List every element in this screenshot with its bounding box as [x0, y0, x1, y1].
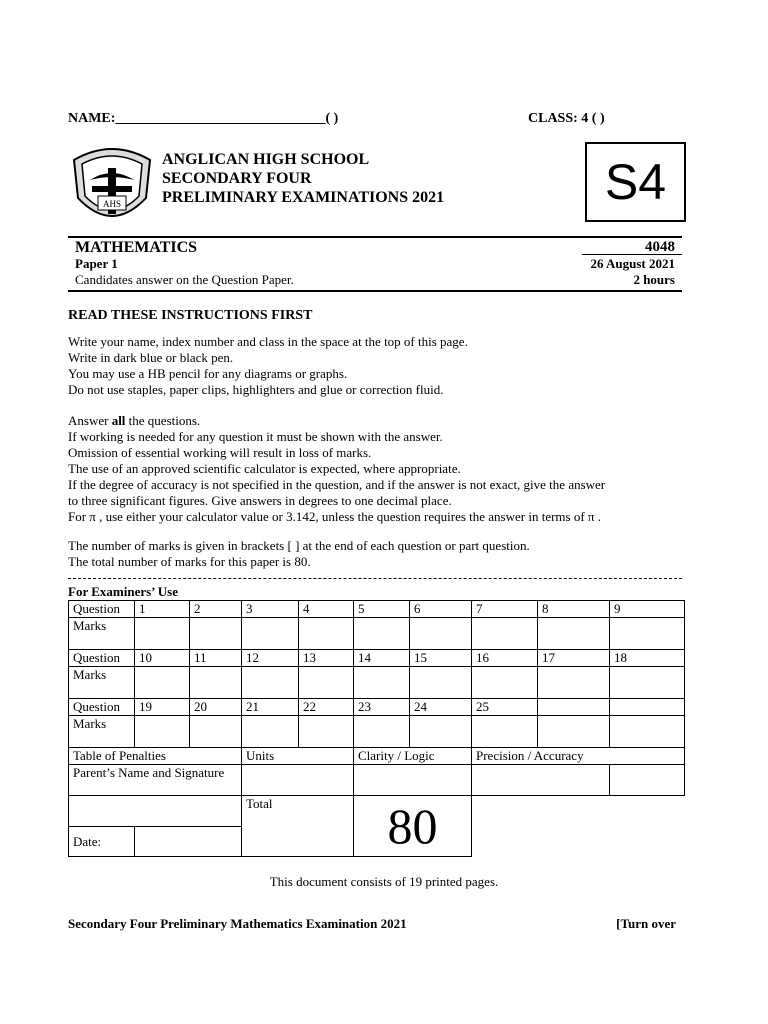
marks-cell[interactable] — [299, 716, 354, 748]
question-number: 22 — [299, 699, 354, 716]
blank-area — [472, 796, 685, 857]
instruction-line: The number of marks is given in brackets [ ] at the end of each question or part question. — [68, 538, 530, 553]
answer-all-bold: all — [111, 413, 126, 428]
marks-cell[interactable] — [299, 667, 354, 699]
school-name: ANGLICAN HIGH SCHOOL — [162, 151, 370, 168]
total-row — [69, 796, 685, 827]
question-number: 9 — [610, 601, 685, 618]
date-label: Date: — [69, 827, 135, 857]
precision-label: Precision / Accuracy — [472, 748, 685, 765]
subject-title: MATHEMATICS — [75, 239, 198, 256]
marks-cell[interactable] — [538, 618, 610, 650]
exam-date: 26 August 2021 — [590, 256, 675, 271]
question-number: 4 — [299, 601, 354, 618]
question-number: 8 — [538, 601, 610, 618]
pages-note: This document consists of 19 printed pages. — [269, 874, 499, 889]
question-number: 12 — [242, 650, 299, 667]
answer-all-pre: Answer — [68, 413, 112, 428]
marks-row-3 — [69, 716, 685, 748]
marks-cell[interactable] — [538, 667, 610, 699]
question-number: 25 — [472, 699, 538, 716]
parent-row — [69, 765, 685, 796]
question-number — [538, 699, 610, 716]
code-underline — [582, 254, 682, 255]
precision-cell-2[interactable] — [610, 765, 685, 796]
marks-cell[interactable] — [190, 667, 242, 699]
marks-label: Marks — [69, 667, 135, 699]
total-label: Total — [242, 796, 354, 857]
instructions-block-1 — [68, 334, 468, 398]
instruction-line: Do not use staples, paper clips, highlighters and glue or correction fluid. — [68, 382, 444, 397]
paper-level-box: S4 — [585, 142, 686, 222]
question-number: 15 — [410, 650, 472, 667]
marks-cell[interactable] — [538, 716, 610, 748]
instruction-line: Write in dark blue or black pen. — [68, 350, 234, 365]
name-blank: ______________________________( ) — [115, 111, 339, 126]
question-number: 19 — [135, 699, 190, 716]
dashed-separator — [68, 578, 682, 579]
question-label: Question — [69, 699, 135, 716]
examiners-table — [68, 600, 685, 857]
question-number: 20 — [190, 699, 242, 716]
instruction-line: If working is needed for any question it must be shown with the answer. — [68, 429, 443, 444]
marks-cell[interactable] — [610, 618, 685, 650]
marks-label: Marks — [69, 618, 135, 650]
instruction-line: Omission of essential working will result in loss of marks. — [68, 445, 372, 460]
units-cell[interactable] — [242, 765, 354, 796]
question-number: 5 — [354, 601, 410, 618]
marks-cell[interactable] — [135, 716, 190, 748]
marks-row-1 — [69, 618, 685, 650]
question-number: 13 — [299, 650, 354, 667]
instruction-line: The total number of marks for this paper is 80. — [68, 554, 311, 569]
instruction-line: The use of an approved scientific calculator is expected, where appropriate. — [68, 461, 461, 476]
instruction-line: to three significant figures. Give answers in degrees to one decimal place. — [68, 493, 452, 508]
question-number: 21 — [242, 699, 299, 716]
divider-bottom — [68, 290, 682, 292]
question-row-2 — [69, 650, 685, 667]
duration: 2 hours — [633, 272, 675, 287]
marks-cell[interactable] — [354, 618, 410, 650]
instruction-line: You may use a HB pencil for any diagrams or graphs. — [68, 366, 348, 381]
marks-cell[interactable] — [354, 716, 410, 748]
marks-cell[interactable] — [242, 618, 299, 650]
question-number: 18 — [610, 650, 685, 667]
marks-cell[interactable] — [135, 618, 190, 650]
date-cell[interactable] — [135, 827, 242, 857]
question-number: 10 — [135, 650, 190, 667]
footer-title: Secondary Four Preliminary Mathematics Examination 2021 — [68, 916, 407, 931]
instruction-line — [68, 413, 605, 429]
paper-number: Paper 1 — [75, 256, 118, 271]
marks-cell[interactable] — [410, 716, 472, 748]
marks-cell[interactable] — [472, 618, 538, 650]
marks-cell[interactable] — [472, 716, 538, 748]
subject-code: 4048 — [645, 239, 675, 255]
instructions-block-2 — [68, 413, 605, 525]
marks-label: Marks — [69, 716, 135, 748]
units-label: Units — [242, 748, 354, 765]
instruction-line: Write your name, index number and class in the space at the top of this page. — [68, 334, 468, 349]
question-number: 16 — [472, 650, 538, 667]
question-label: Question — [69, 601, 135, 618]
penalties-label: Table of Penalties — [69, 748, 242, 765]
school-level: SECONDARY FOUR — [162, 170, 312, 187]
marks-cell[interactable] — [354, 667, 410, 699]
instructions-heading: READ THESE INSTRUCTIONS FIRST — [68, 308, 313, 323]
turn-over: [Turn over — [616, 916, 676, 931]
clarity-label: Clarity / Logic — [354, 748, 472, 765]
penalties-row — [69, 748, 685, 765]
school-heading — [162, 150, 444, 207]
question-number: 23 — [354, 699, 410, 716]
answer-all-post: the questions. — [125, 413, 201, 428]
instruction-line: If the degree of accuracy is not specified in the question, and if the answer is not exact, give the answer — [68, 477, 606, 492]
question-number: 24 — [410, 699, 472, 716]
marks-cell[interactable] — [610, 716, 685, 748]
question-number: 17 — [538, 650, 610, 667]
divider-top — [68, 236, 682, 238]
crest-letters: AHS — [102, 199, 122, 209]
question-number: 2 — [190, 601, 242, 618]
marks-cell[interactable] — [299, 618, 354, 650]
question-number: 7 — [472, 601, 538, 618]
marks-cell[interactable] — [190, 716, 242, 748]
question-label: Question — [69, 650, 135, 667]
class-field: CLASS: 4 ( ) — [528, 111, 605, 126]
question-number: 11 — [190, 650, 242, 667]
name-label: NAME: — [68, 111, 116, 126]
marks-cell[interactable] — [610, 667, 685, 699]
answer-note: Candidates answer on the Question Paper. — [75, 272, 294, 287]
school-crest — [68, 142, 156, 226]
question-number: 6 — [410, 601, 472, 618]
clarity-cell[interactable] — [354, 765, 472, 796]
precision-cell[interactable] — [472, 765, 610, 796]
total-score: 80 — [354, 796, 472, 857]
parent-signature-label: Parent’s Name and Signature — [69, 765, 242, 796]
marks-cell[interactable] — [410, 618, 472, 650]
question-number: 14 — [354, 650, 410, 667]
question-number: 3 — [242, 601, 299, 618]
question-row-3 — [69, 699, 685, 716]
instruction-line: For π , use either your calculator value or 3.142, unless the question requires the answer in terms of π . — [68, 509, 601, 524]
question-row-1 — [69, 601, 685, 618]
marks-cell[interactable] — [242, 667, 299, 699]
question-number — [610, 699, 685, 716]
parent-signature-cell[interactable] — [69, 796, 242, 827]
exam-name: PRELIMINARY EXAMINATIONS 2021 — [162, 189, 445, 206]
marks-cell[interactable] — [190, 618, 242, 650]
examiners-heading: For Examiners’ Use — [68, 584, 178, 599]
question-number: 1 — [135, 601, 190, 618]
marks-cell[interactable] — [242, 716, 299, 748]
marks-cell[interactable] — [472, 667, 538, 699]
name-field — [68, 111, 338, 127]
marks-row-2 — [69, 667, 685, 699]
marks-cell[interactable] — [135, 667, 190, 699]
instructions-block-3 — [68, 538, 530, 570]
marks-cell[interactable] — [410, 667, 472, 699]
